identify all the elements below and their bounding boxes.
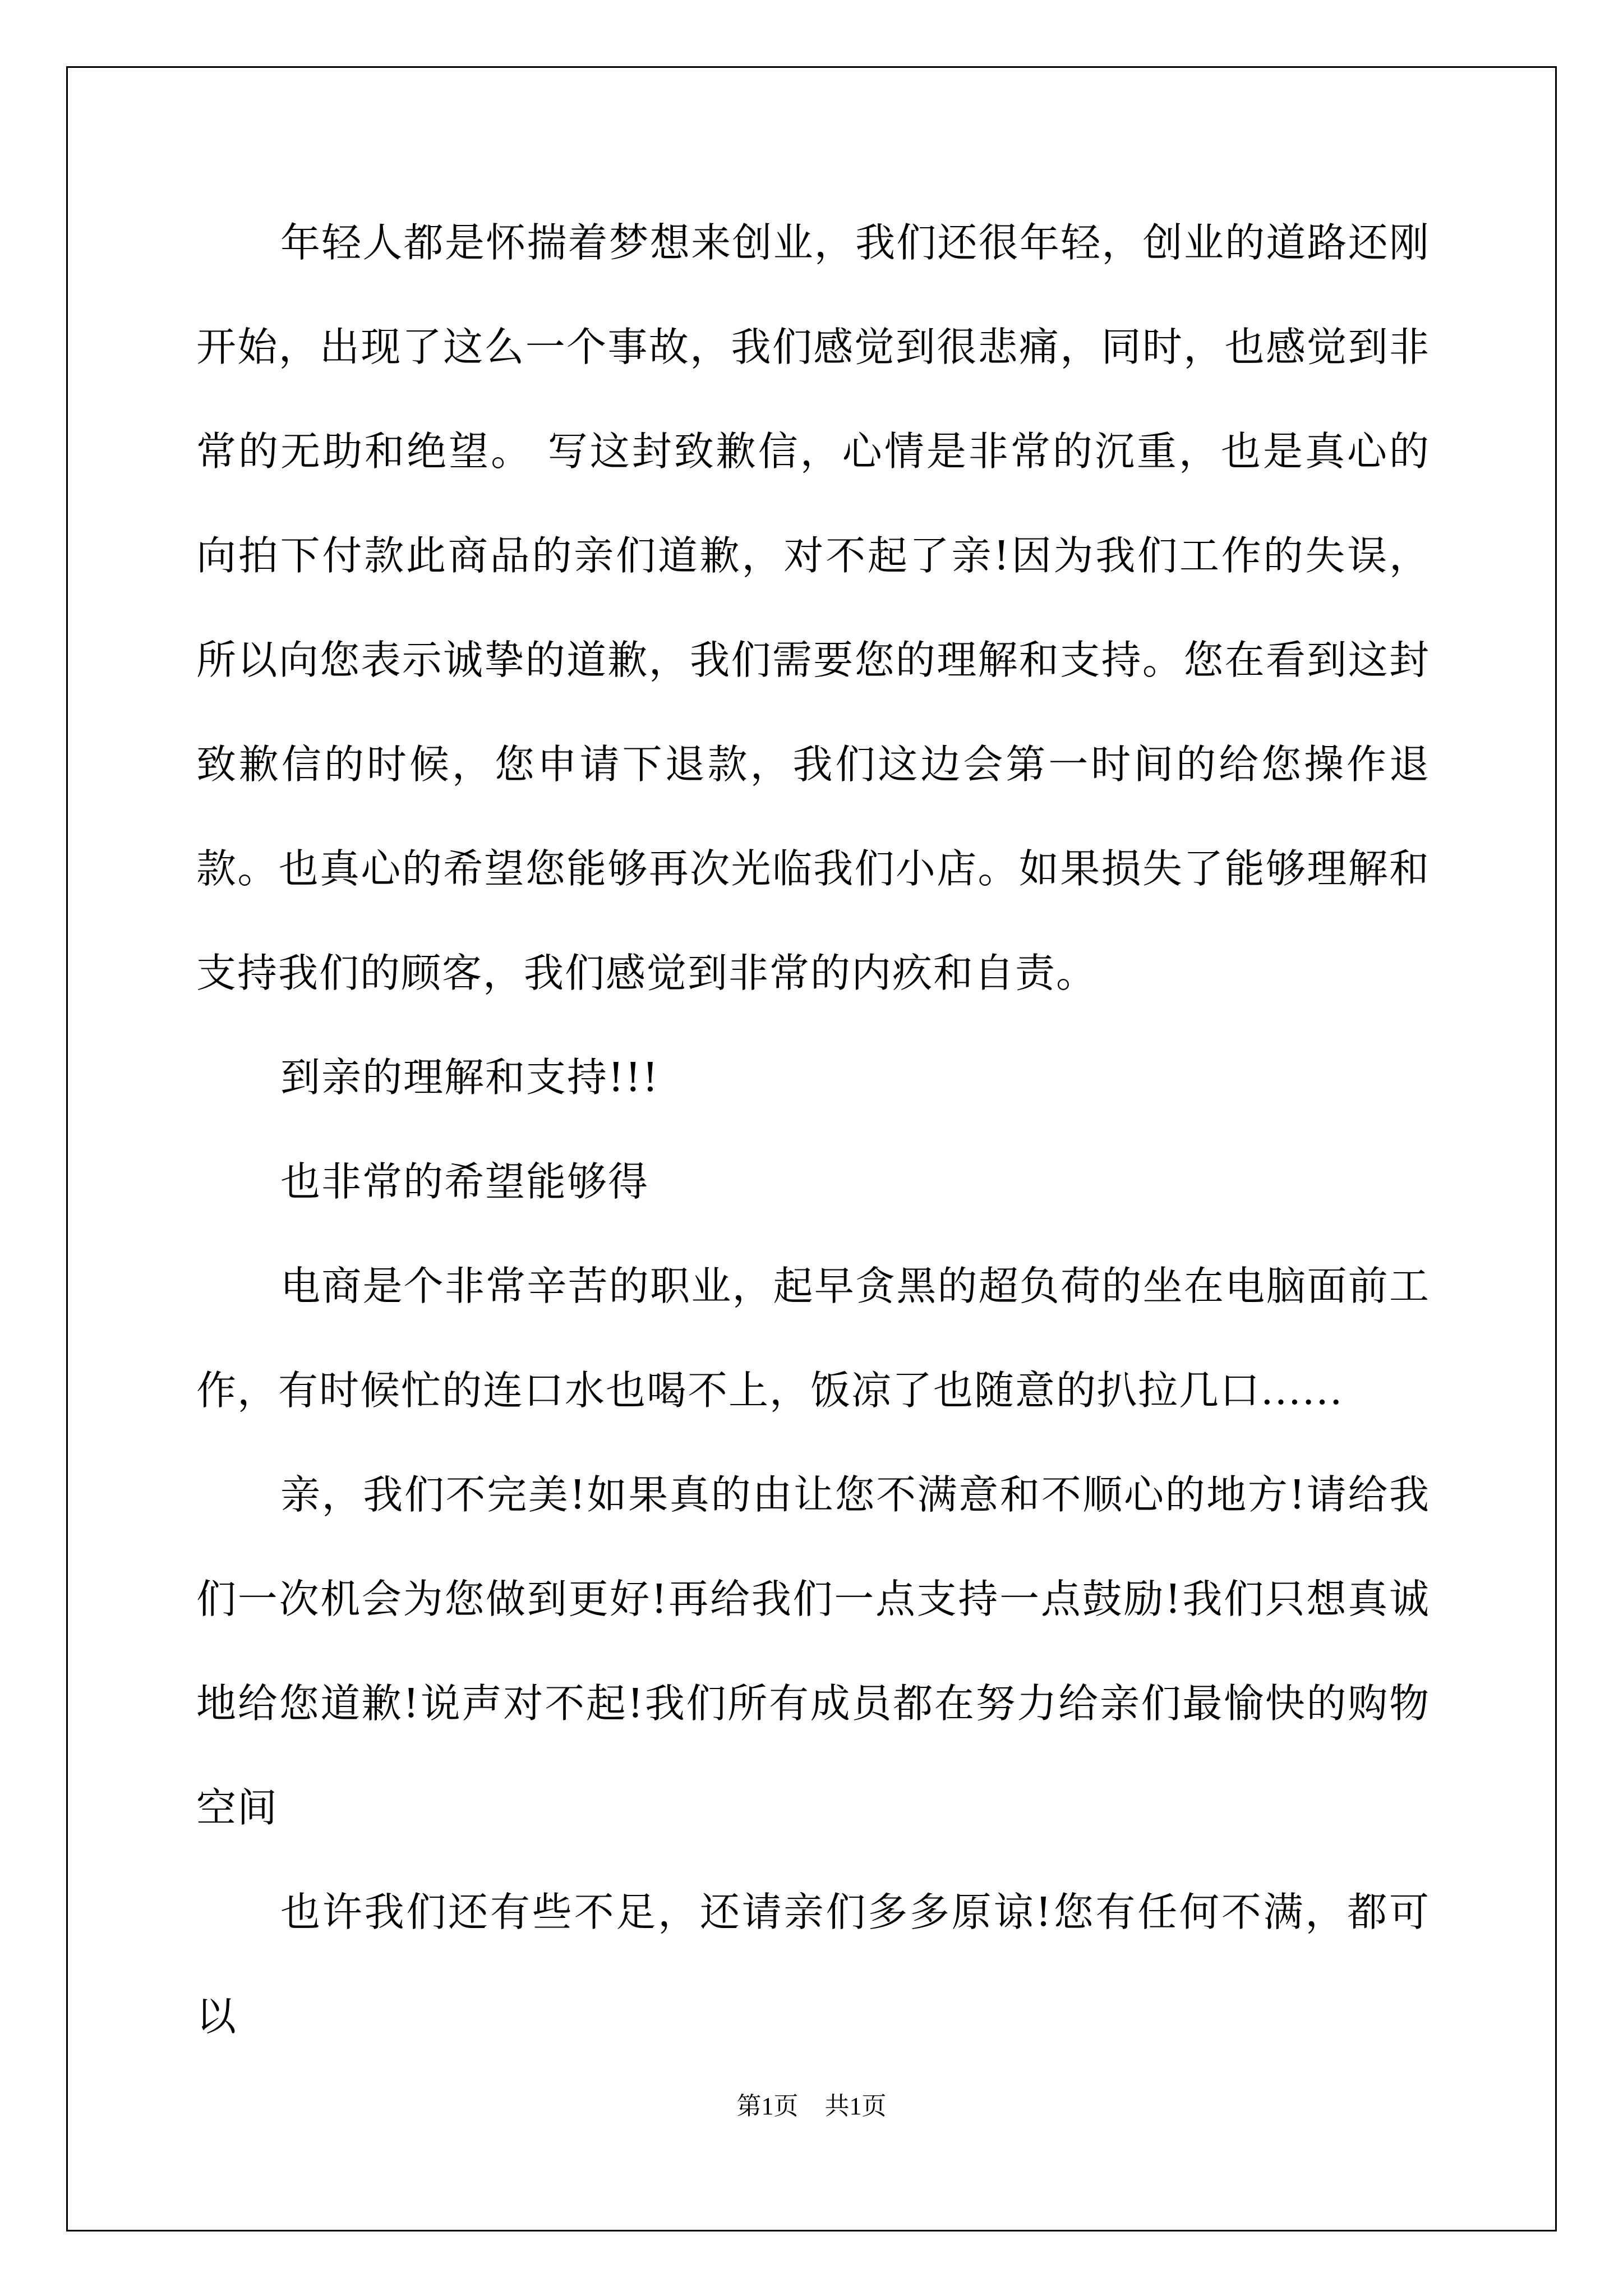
paragraph-ecommerce-work: 电商是个非常辛苦的职业，起早贪黑的超负荷的坐在电脑面前工作，有时候忙的连口水也喝不上，饭凉了也随意的扒拉几口...... [196, 1263, 1430, 1414]
paragraph-hope: 也非常的希望能够得 [280, 1158, 649, 1205]
page-number-total: 共1页 [824, 2092, 887, 2120]
paragraph-apology-main: 年轻人都是怀揣着梦想来创业，我们还很年轻，创业的道路还刚开始，出现了这么一个事故，我们感觉到很悲痛，同时，也感觉到非常的无助和绝望。 写这封致歉信，心情是非常的沉重，也是真心的向拍下付款此商品的亲们道歉，对不起了亲!因为我们工作的失误，所以向您表示诚挚的道歉，我们需要您的理解和支持。您在看到这封致歉信的时候，您申请下退款，我们这边会第一时间的给您操作退款。也真心的希望您能够再次光临我们小店。如果损失了能够理解和支持我们的顾客，我们感觉到非常的内疚和自责。 [196, 219, 1430, 996]
paragraph-thanks-support: 到亲的理解和支持!!! [280, 1054, 660, 1101]
page-number-current: 第1页 [736, 2092, 799, 2120]
paragraph-not-perfect: 亲，我们不完美!如果真的由让您不满意和不顺心的地方!请给我们一次机会为您做到更好!再给我们一点支持一点鼓励!我们只想真诚地给您道歉!说声对不起!我们所有成员都在努力给亲们最愉快的购物空间 [196, 1471, 1430, 1831]
page-footer [0, 2086, 1623, 2122]
paragraph-forgive: 也许我们还有些不足，还请亲们多多原谅!您有任何不满，都可以 [196, 1889, 1430, 2040]
document-body [196, 191, 1430, 2069]
